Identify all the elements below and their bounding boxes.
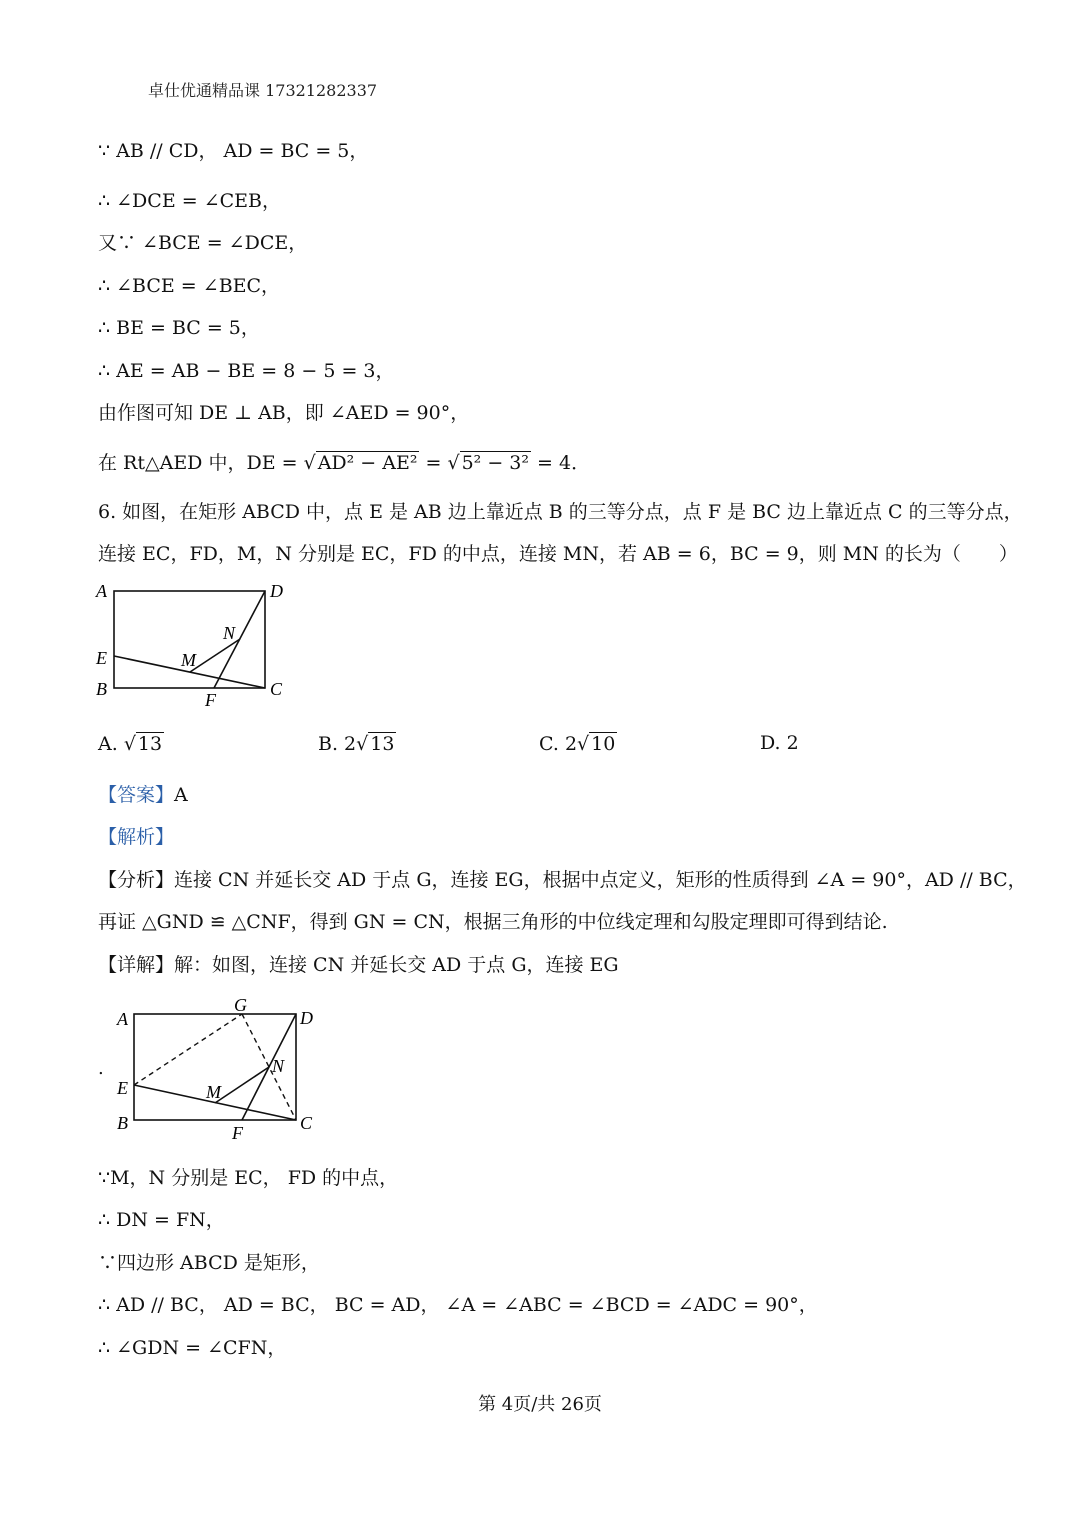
fig2-label-b: B [117, 1113, 128, 1133]
solution-line-2: ∴ ∠DCE = ∠CEB， [98, 190, 281, 212]
fig1-label-m: M [181, 650, 196, 670]
fig2-label-e: E [117, 1078, 128, 1098]
answer-value: A [174, 784, 188, 806]
figure-2-dot: . [98, 1058, 104, 1079]
solution-line-5: ∴ BE = BC = 5， [98, 317, 260, 339]
xiangjie-line: 【详解】解：如图，连接 CN 并延长交 AD 于点 G，连接 EG [98, 954, 619, 976]
solution-line-6: ∴ AE = AB − BE = 8 − 5 = 3， [98, 360, 395, 382]
fig2-label-g: G [234, 995, 247, 1015]
fenxi-tag: 【分析】 [98, 869, 175, 891]
rt-suffix: = 4． [531, 452, 591, 474]
radical-1: AD² − AE² [317, 452, 418, 474]
figure-2-segment-eg [134, 1014, 242, 1085]
fenxi-line-2: 再证 △GND ≌ △CNF，得到 GN = CN，根据三角形的中位线定理和勾股定理即可得到结论. [98, 911, 888, 933]
fig1-label-d: D [270, 581, 283, 601]
detail-line-2: ∴ DN = FN， [98, 1209, 225, 1231]
fig2-label-n: N [272, 1056, 285, 1076]
fig2-label-a: A [117, 1009, 128, 1029]
question-line-1: 6. 如图，在矩形 ABCD 中，点 E 是 AB 边上靠近点 B 的三等分点，点 F 是 BC 边上靠近点 C 的三等分点， [98, 501, 1023, 523]
fig1-label-n: N [223, 623, 236, 643]
figure-2-segment-mn [215, 1067, 269, 1103]
page-footer: 第 4页/共 26页 [478, 1394, 602, 1415]
option-c: C. 2√ 10 [539, 733, 616, 755]
fig1-label-e: E [96, 648, 107, 668]
figure-2 [110, 994, 330, 1144]
figure-1-segment-mn [190, 639, 240, 672]
solution-line-3: 又∵ ∠BCE = ∠DCE， [98, 232, 308, 254]
detail-line-5: ∴ ∠GDN = ∠CFN， [98, 1337, 287, 1359]
option-b: B. 2√ 13 [318, 733, 395, 755]
fig2-label-c: C [300, 1113, 313, 1133]
fig1-label-c: C [270, 679, 283, 699]
rt-eq: = [419, 452, 448, 474]
fig1-label-b: B [96, 679, 107, 699]
radical-2: 5² − 3² [461, 452, 529, 474]
analysis-tag: 【解析】 [98, 826, 175, 848]
fig1-label-a: A [96, 581, 107, 601]
detail-line-1: ∵M，N 分别是 EC， FD 的中点， [98, 1167, 399, 1189]
option-a: A. √ 13 [98, 733, 163, 755]
fig2-label-d: D [300, 1008, 313, 1028]
solution-line-1: ∵ AB // CD， AD = BC = 5， [98, 140, 369, 162]
solution-line-7: 由作图可知 DE ⊥ AB，即 ∠AED = 90°， [98, 402, 470, 424]
detail-line-3: ∵四边形 ABCD 是矩形， [98, 1252, 320, 1274]
option-d: D. 2 [760, 732, 799, 754]
question-line-2: 连接 EC，FD，M，N 分别是 EC，FD 的中点，连接 MN，若 AB = 6，BC = 9，则 MN 的长为（ ） [98, 543, 1018, 565]
detail-line-4: ∴ AD // BC， AD = BC， BC = AD， ∠A = ∠ABC = ∠BCD = ∠ADC = 90°， [98, 1294, 818, 1316]
fig1-label-f: F [205, 690, 216, 710]
rt-de: DE = [246, 452, 304, 474]
fig2-label-m: M [206, 1082, 221, 1102]
page-header: 卓仕优通精品课 17321282337 [148, 81, 378, 100]
solution-line-4: ∴ ∠BCE = ∠BEC， [98, 275, 281, 297]
fenxi-line-1: 【分析】连接 CN 并延长交 AD 于点 G，连接 EG，根据中点定义，矩形的性质得到 ∠A = 90°，AD // BC， [98, 869, 1027, 891]
fig2-label-f: F [232, 1123, 243, 1143]
rt-prefix: 在 Rt△AED 中， [98, 452, 247, 474]
xiangjie-tag: 【详解】 [98, 954, 175, 976]
pythagoras-line: 在 Rt△AED 中，DE = √ AD² − AE² = √ 5² − 3² = 4． [98, 452, 591, 474]
answer-line [98, 782, 188, 808]
figure-1-rectangle [114, 591, 265, 688]
figure-1 [90, 576, 300, 712]
answer-tag: 【答案】 [98, 784, 175, 806]
